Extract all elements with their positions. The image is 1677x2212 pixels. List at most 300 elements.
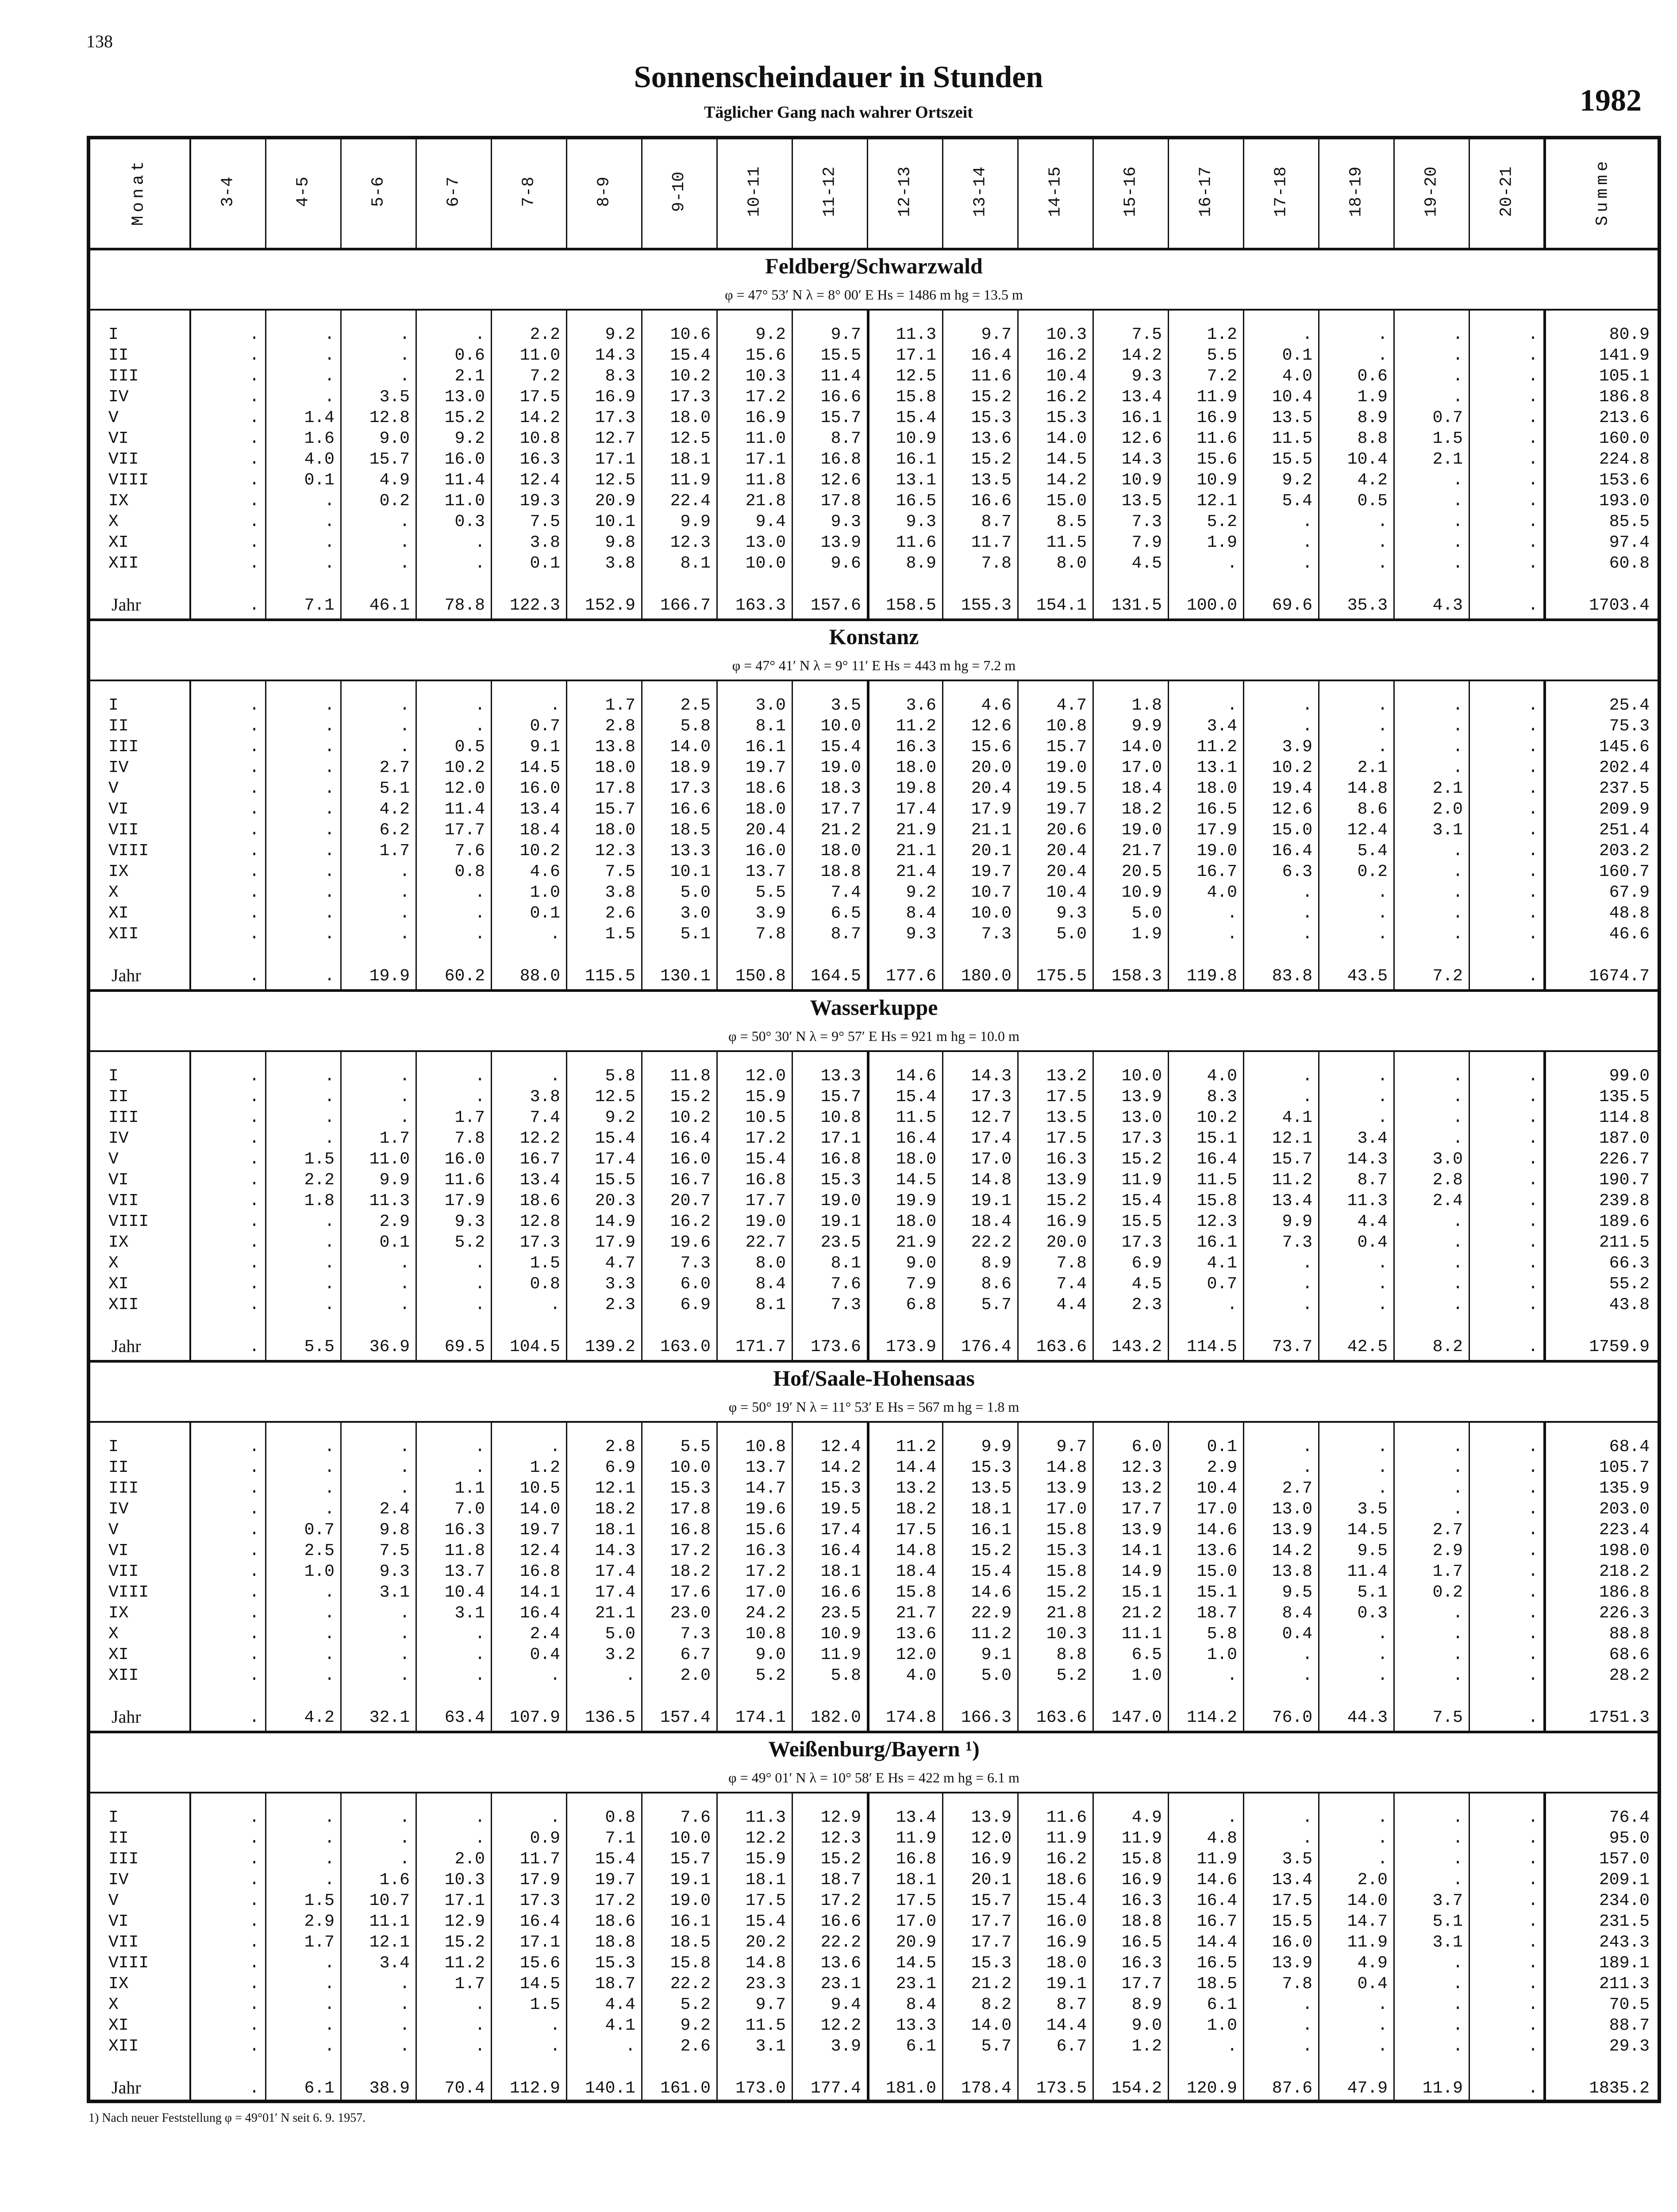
table-cell: 16.2 [1046,1850,1087,1869]
table-cell: . [324,1829,335,1848]
table-cell: 3.5 [1357,1500,1388,1519]
table-cell: . [249,1624,259,1644]
table-cell: 12.3 [1121,1458,1162,1477]
table-cell: 5.2 [454,1233,485,1252]
table-cell: 11.0 [519,346,560,365]
table-cell: 17.3 [670,779,711,798]
table-cell: 17.7 [1121,1500,1162,1519]
table-cell: 4.4 [1056,1295,1087,1314]
year-total-cell: 154.2 [1111,2079,1162,2098]
year-total-cell: . [249,596,259,615]
table-cell: 15.6 [971,737,1012,757]
table-cell: . [400,1458,410,1477]
table-cell: 5.4 [1357,841,1388,860]
table-cell: . [1528,696,1538,715]
table-cell: 3.8 [605,554,635,573]
table-cell: 8.0 [755,1254,786,1273]
table-cell: 10.7 [369,1891,410,1910]
table-cell: 16.9 [1046,1212,1087,1231]
table-cell: 234.0 [1599,1891,1650,1910]
table-cell: . [1528,367,1538,386]
table-cell: 15.4 [896,1087,936,1106]
table-cell: . [1302,717,1312,736]
station-coordinates: φ = 50° 19′ N λ = 11° 53′ E Hs = 567 m hg = 1.8 m [728,1399,1019,1415]
month-label: VIII [108,471,149,490]
table-cell: 10.5 [745,1108,786,1127]
header-month [87,136,190,248]
table-cell: 10.9 [1121,883,1162,902]
table-cell: . [1377,1458,1388,1477]
table-cell: 17.7 [971,1933,1012,1952]
table-cell: 5.0 [680,883,711,902]
table-cell: 2.0 [1357,1870,1388,1889]
table-cell: 2.3 [1131,1295,1162,1314]
table-cell: 25.4 [1609,696,1650,715]
table-cell: 2.9 [1432,1541,1463,1560]
table-cell: . [1453,346,1463,365]
table-cell: 15.7 [820,408,861,427]
header-hour-label: 7-8 [519,177,538,207]
table-cell: . [1227,904,1237,923]
table-cell: 16.4 [1196,1891,1237,1910]
table-cell: . [324,758,335,777]
table-cell: 5.0 [1131,904,1162,923]
table-cell: . [1377,1479,1388,1498]
header-hour-label: 15-16 [1121,166,1140,217]
table-cell: . [249,779,259,798]
table-cell: 1.7 [605,696,635,715]
table-cell: 11.5 [1046,533,1087,552]
table-cell: 3.8 [530,533,560,552]
table-cell: . [249,1295,259,1314]
table-cell: . [550,1437,560,1456]
table-cell: 19.0 [820,1191,861,1210]
year-row-label: Jahr [112,1707,141,1727]
header-hour-9-10 [642,136,717,248]
table-cell: 17.3 [519,1891,560,1910]
table-cell: 19.1 [820,1212,861,1231]
table-cell: 11.6 [444,1171,485,1190]
table-cell: 11.9 [1196,1850,1237,1869]
table-cell: 9.3 [906,512,936,531]
table-cell: 1.7 [1432,1562,1463,1581]
table-cell: 14.7 [745,1479,786,1498]
table-cell: . [1528,1829,1538,1848]
table-cell: 15.6 [745,1521,786,1540]
table-cell: 15.2 [971,388,1012,407]
table-cell: 15.1 [1196,1129,1237,1148]
table-cell: 17.4 [971,1129,1012,1148]
table-cell: 7.5 [1131,325,1162,344]
table-cell: 2.5 [304,1541,335,1560]
year-total-cell: 119.8 [1186,967,1237,986]
table-cell: . [324,325,335,344]
table-cell: 19.7 [595,1870,635,1889]
table-cell: . [324,1500,335,1519]
table-cell: 19.4 [1272,779,1312,798]
table-cell: 2.3 [605,1295,635,1314]
table-cell: 16.0 [1046,1912,1087,1931]
table-cell: 251.4 [1599,821,1650,840]
table-cell: 18.1 [896,1870,936,1889]
table-cell: . [1453,1666,1463,1685]
table-cell: . [324,1995,335,2014]
table-cell: . [1528,800,1538,819]
table-cell: 17.5 [1046,1129,1087,1148]
table-cell: 15.4 [1046,1891,1087,1910]
table-cell: . [1453,1645,1463,1664]
year-total-cell: 130.1 [660,967,711,986]
table-cell: 15.6 [1196,450,1237,469]
table-cell: 8.9 [1357,408,1388,427]
table-cell: . [1453,325,1463,344]
table-cell: . [324,1458,335,1477]
table-cell: 13.8 [1272,1562,1312,1581]
table-cell: . [249,1562,259,1581]
table-cell: . [249,1974,259,1993]
table-cell: . [1302,1829,1312,1848]
table-cell: . [249,367,259,386]
table-cell: . [324,1087,335,1106]
header-hour-label: 4-5 [293,177,313,207]
table-cell: 4.6 [530,862,560,881]
table-cell: 4.7 [1056,696,1087,715]
header-hour-17-18 [1243,136,1319,248]
table-cell: . [249,1129,259,1148]
table-cell: 21.8 [1046,1604,1087,1623]
table-cell: 10.0 [745,554,786,573]
table-cell: 21.1 [595,1604,635,1623]
table-cell: 12.6 [1121,429,1162,448]
table-cell: 7.3 [831,1295,861,1314]
table-cell: 14.6 [1196,1521,1237,1540]
table-cell: 9.2 [906,883,936,902]
table-cell: 16.0 [670,1150,711,1169]
table-cell: . [400,1295,410,1314]
table-cell: 10.0 [670,1458,711,1477]
table-cell: . [1528,1870,1538,1889]
table-cell: . [475,904,485,923]
table-cell: . [249,554,259,573]
table-cell: 10.8 [745,1624,786,1644]
table-cell: 17.7 [444,821,485,840]
table-cell: 18.2 [595,1500,635,1519]
year-total-cell: 173.0 [735,2079,786,2098]
table-cell: . [324,1108,335,1127]
month-label: XII [108,925,139,944]
table-cell: 17.2 [745,1562,786,1581]
table-cell: 15.6 [519,1954,560,1973]
table-cell: 226.7 [1599,1150,1650,1169]
year-total-cell: 158.5 [885,596,936,615]
table-cell: 8.6 [1357,800,1388,819]
table-cell: 9.9 [1131,717,1162,736]
station-coordinates: φ = 47° 53′ N λ = 8° 00′ E Hs = 1486 m hg = 13.5 m [725,287,1023,303]
month-label: IX [108,1233,129,1252]
table-cell: 1.2 [1131,2037,1162,2056]
table-cell: 186.8 [1599,1583,1650,1602]
table-cell: 21.2 [1121,1604,1162,1623]
table-cell: 17.8 [820,492,861,511]
table-cell: . [1528,1479,1538,1498]
table-cell: 9.8 [605,533,635,552]
table-cell: 21.9 [896,1233,936,1252]
table-cell: . [1528,1808,1538,1827]
table-cell: . [1377,1108,1388,1127]
month-label: VII [108,1562,139,1581]
table-cell: 15.2 [971,1541,1012,1560]
table-cell: 6.1 [906,2037,936,2056]
table-cell: 0.4 [1282,1624,1312,1644]
table-cell: 1.9 [1357,388,1388,407]
table-cell: 17.0 [1196,1500,1237,1519]
table-cell: 18.9 [670,758,711,777]
table-cell: . [1377,1254,1388,1273]
table-cell: . [1528,554,1538,573]
table-cell: . [249,346,259,365]
year-total-cell: 182.0 [810,1708,861,1727]
table-cell: 12.2 [745,1829,786,1848]
table-cell: 16.1 [745,737,786,757]
table-cell: 16.1 [670,1912,711,1931]
table-cell: 15.7 [1046,737,1087,757]
table-cell: 12.4 [519,1541,560,1560]
month-label: X [108,512,119,531]
year-total-cell: 147.0 [1111,1708,1162,1727]
table-cell: 18.0 [1196,779,1237,798]
year-total-cell: 112.9 [509,2079,560,2098]
table-cell: 13.5 [1272,408,1312,427]
table-cell: 11.9 [670,471,711,490]
table-cell: 10.2 [670,1108,711,1127]
table-cell: 23.1 [820,1974,861,1993]
table-cell: 5.2 [1056,1666,1087,1685]
table-cell: 1.2 [1207,325,1237,344]
table-cell: . [400,346,410,365]
table-cell: 0.1 [530,554,560,573]
table-cell: 9.3 [454,1212,485,1231]
year-total-cell: 107.9 [509,1708,560,1727]
month-label: XI [108,2016,129,2035]
table-cell: . [475,925,485,944]
table-cell: 17.0 [1046,1500,1087,1519]
table-cell: 22.2 [971,1233,1012,1252]
table-cell: 16.5 [1196,800,1237,819]
table-cell: 3.9 [1282,737,1312,757]
table-cell: 16.6 [670,800,711,819]
table-cell: . [400,1829,410,1848]
table-cell: 17.5 [896,1891,936,1910]
table-cell: . [550,2016,560,2035]
table-cell: 13.4 [519,800,560,819]
table-cell: . [400,554,410,573]
year-total-cell: 114.2 [1186,1708,1237,1727]
table-cell: 85.5 [1609,512,1650,531]
table-cell: 14.5 [1046,450,1087,469]
table-cell: . [475,2037,485,2056]
table-cell: 5.5 [755,883,786,902]
table-cell: 12.0 [971,1829,1012,1848]
header-rule [87,248,1661,250]
table-cell: . [249,1087,259,1106]
table-cell: 7.3 [1282,1233,1312,1252]
table-cell: 16.9 [1046,1933,1087,1952]
table-cell: . [1528,717,1538,736]
header-hour-label: 6-7 [444,177,463,207]
table-cell: . [1377,1295,1388,1314]
table-cell: 16.5 [1196,1954,1237,1973]
table-cell: . [249,1479,259,1498]
table-cell: 15.1 [1121,1583,1162,1602]
table-cell: 1.7 [379,841,410,860]
table-cell: . [1453,862,1463,881]
table-cell: 15.1 [1196,1583,1237,1602]
table-cell: . [324,346,335,365]
table-cell: . [1453,512,1463,531]
table-cell: 14.1 [519,1583,560,1602]
header-hour-label: 8-9 [594,177,614,207]
table-cell: 17.2 [820,1891,861,1910]
year-total-cell: 60.2 [444,967,485,986]
year-total-cell: 174.1 [735,1708,786,1727]
table-cell: 1.2 [530,1458,560,1477]
table-cell: 2.6 [605,904,635,923]
table-cell: 11.4 [1347,1562,1388,1581]
table-cell: . [249,1870,259,1889]
table-cell: . [1453,1850,1463,1869]
table-cell: . [1528,1295,1538,1314]
table-cell: . [1528,925,1538,944]
table-cell: . [1528,408,1538,427]
header-divider [1393,136,1395,248]
table-cell: . [1302,2037,1312,2056]
table-cell: 7.9 [906,1275,936,1294]
table-cell: . [1377,696,1388,715]
table-cell: 17.5 [896,1521,936,1540]
table-cell: 13.0 [1272,1500,1312,1519]
table-cell: 7.3 [680,1254,711,1273]
year-total-cell: 157.6 [810,596,861,615]
table-cell: . [475,1995,485,2014]
table-cell: . [249,429,259,448]
header-hour-18-19 [1319,136,1394,248]
table-cell: 12.3 [595,841,635,860]
table-cell: . [1453,1437,1463,1456]
table-cell: 20.0 [1046,1233,1087,1252]
table-cell: 5.5 [1207,346,1237,365]
table-cell: 22.2 [820,1933,861,1952]
table-cell: 19.0 [1196,841,1237,860]
table-cell: 211.5 [1599,1233,1650,1252]
table-cell: . [1528,1850,1538,1869]
table-cell: 7.5 [605,862,635,881]
table-cell: 17.5 [519,388,560,407]
table-cell: 19.7 [745,758,786,777]
table-cell: 10.1 [670,862,711,881]
table-cell: 10.4 [1196,1479,1237,1498]
table-cell: 10.4 [444,1583,485,1602]
table-cell: 15.5 [595,1171,635,1190]
table-cell: . [400,2037,410,2056]
table-cell: . [1453,1067,1463,1086]
table-cell: 5.8 [680,717,711,736]
table-cell: . [400,1604,410,1623]
table-cell: 21.8 [745,492,786,511]
table-cell: 16.8 [745,1171,786,1190]
table-cell: 21.7 [1121,841,1162,860]
table-cell: 16.4 [971,346,1012,365]
table-cell: 20.0 [971,758,1012,777]
table-cell: . [1528,450,1538,469]
table-cell: 203.2 [1599,841,1650,860]
table-cell: 19.7 [971,862,1012,881]
table-cell: 12.7 [971,1108,1012,1127]
table-cell: 12.3 [820,1829,861,1848]
table-cell: 10.3 [1046,325,1087,344]
table-cell: 2.9 [379,1212,410,1231]
table-cell: 16.4 [670,1129,711,1148]
table-cell: . [249,1458,259,1477]
table-cell: 189.6 [1599,1212,1650,1231]
table-cell: 13.0 [745,533,786,552]
year-total-cell: 136.5 [585,1708,635,1727]
table-cell: 1.5 [304,1150,335,1169]
table-cell: 14.9 [595,1212,635,1231]
table-cell: 9.6 [831,554,861,573]
year-total-cell: 174.8 [885,1708,936,1727]
table-cell: 15.2 [1046,1583,1087,1602]
year-total-cell: 7.5 [1432,1708,1463,1727]
table-cell: 17.4 [820,1521,861,1540]
table-cell: 14.8 [745,1954,786,1973]
table-cell: 237.5 [1599,779,1650,798]
month-label: I [108,1067,119,1086]
year-total-cell: 100.0 [1186,596,1237,615]
table-cell: 21.2 [820,821,861,840]
table-cell: 0.3 [454,512,485,531]
table-cell: . [550,1808,560,1827]
year-total-cell: 4.2 [304,1708,335,1727]
table-cell: 4.5 [1131,554,1162,573]
table-cell: 1.4 [304,408,335,427]
table-cell: 18.5 [670,1933,711,1952]
header-hour-label: 17-18 [1271,166,1291,217]
month-label: I [108,1437,119,1456]
table-cell: . [1377,1850,1388,1869]
table-cell: 16.3 [1121,1891,1162,1910]
year-total-cell: 180.0 [961,967,1012,986]
table-cell: 6.9 [680,1295,711,1314]
table-cell: . [1453,1604,1463,1623]
table-cell: 43.8 [1609,1295,1650,1314]
table-cell: 19.0 [670,1891,711,1910]
year-total-cell: . [249,1337,259,1356]
table-cell: 202.4 [1599,758,1650,777]
table-cell: 17.2 [745,388,786,407]
table-cell: 12.6 [1272,800,1312,819]
table-cell: 13.7 [745,1458,786,1477]
table-cell: 17.3 [971,1087,1012,1106]
table-cell: . [1528,1150,1538,1169]
table-cell: 60.8 [1609,554,1650,573]
table-cell: 153.6 [1599,471,1650,490]
table-cell: 3.9 [831,2037,861,2056]
table-cell: . [1377,1087,1388,1106]
table-cell: . [400,2016,410,2035]
table-cell: 18.2 [1121,800,1162,819]
table-cell: 14.6 [1196,1870,1237,1889]
month-label: III [108,1479,139,1498]
